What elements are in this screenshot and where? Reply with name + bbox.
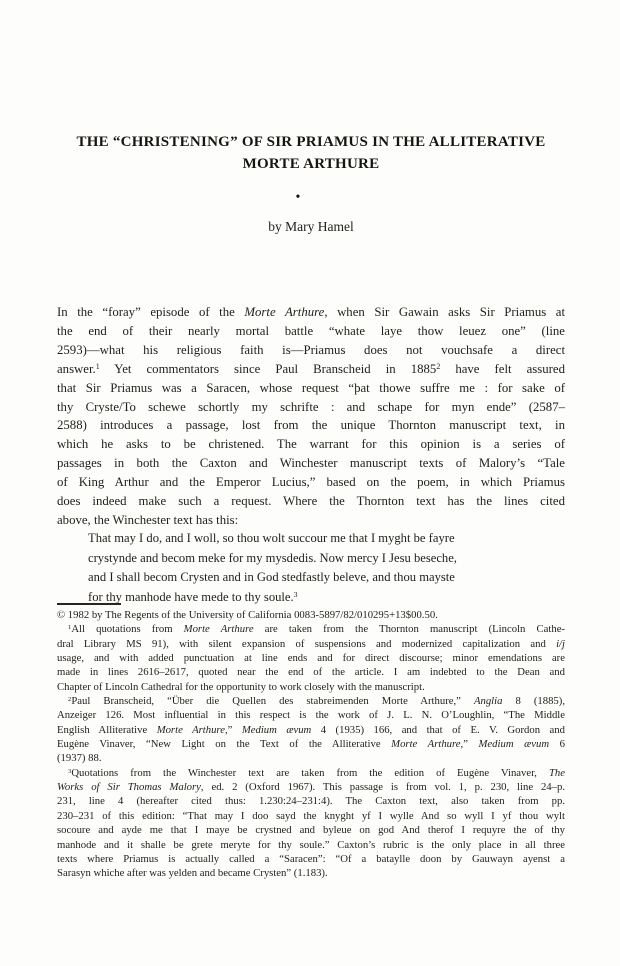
text-line: above, the Winchester text has this: bbox=[57, 512, 239, 527]
text-line: (1937) 88. bbox=[57, 752, 102, 765]
text-line: made in lines 2616–2617, quoted near the end of the article. I am indebted to the Dean and bbox=[57, 666, 565, 679]
copyright-line: © 1982 by The Regents of the University of California 0083-5897/82/010295+13$00.50. bbox=[57, 609, 438, 621]
footnote-separator-rule bbox=[57, 603, 121, 605]
text-line: 2593)—what his religious faith is—Priamus does not vouchsafe a direct bbox=[57, 342, 565, 357]
text-line: usage, and with added punctuation at line ends and for direct discourse; minor emendations are bbox=[57, 652, 565, 665]
text-line: does indeed make such a request. Where the Thornton text has the lines cited bbox=[57, 494, 565, 509]
footnote bbox=[57, 766, 565, 881]
text-line: Works of Sir Thomas Malory, ed. 2 (Oxford 1967). This passage is from vol. 1, p. 230, line 24–p. bbox=[57, 781, 566, 794]
text-line: for thy manhode have mede to thy soule.$^3$ bbox=[88, 589, 298, 604]
text-line: In the “foray” episode of the Morte Arthure, when Sir Gawain asks Sir Priamus at bbox=[57, 305, 566, 319]
text-line: of King Arthur and the Emperor Lucius,” based on the poem, in which Priamus bbox=[57, 475, 565, 490]
text-line: Eugène Vinaver, “New Light on the Text of the Alliterative Morte Arthure,” Medium ævum 6 bbox=[57, 738, 565, 751]
text-line: 2588) introduces a passage, lost from the unique Thornton manuscript text, in bbox=[57, 418, 565, 433]
text-line: passages in both the Caxton and Winchester manuscript texts of Malory’s “Tale bbox=[57, 456, 565, 471]
text-line: which he asks to be christened. The warrant for this opinion is a series of bbox=[57, 437, 565, 452]
text-line: and I shall becom Crysten and in God stedfastly beleve, and thou mayste bbox=[88, 570, 455, 585]
footnotes-section bbox=[57, 608, 565, 881]
opening-paragraph bbox=[57, 303, 565, 530]
text-line: 230–231 of this edition: “That may I doo sayd the knyght yf I wylle And so wyll I yf thou wylt bbox=[57, 809, 565, 822]
text-line: dral Library MS 91), with silent expansion of suspensions and modernized capitalization and i/j bbox=[57, 637, 565, 650]
text-line: socoure and ayde me that I maye be crystned and byleue on god And therof I requyre the of thy bbox=[57, 824, 565, 837]
text-line: Sarasyn whiche after was yelden and became Crysten” (1.183). bbox=[57, 867, 328, 880]
text-line: Chapter of Lincoln Cathedral for the opportunity to work closely with the manuscript. bbox=[57, 680, 425, 693]
text-line: Anzeiger 126. Most influential in this respect is the work of J. L. N. O’Loughlin, “The Middle bbox=[57, 709, 565, 722]
text-line: that Sir Priamus was a Saracen, whose request “þat thowe suffre me : for sake of bbox=[57, 380, 565, 395]
text-line: the end of their nearly mortal battle “whate laye thow leuez one” (line bbox=[57, 323, 565, 338]
text-line: That may I do, and I woll, so thou wolt succour me that I myght be fayre bbox=[88, 531, 455, 545]
winchester-text-blockquote bbox=[88, 529, 531, 607]
footnote bbox=[57, 694, 565, 766]
ornament-bullet: • bbox=[295, 190, 301, 205]
footnote-list bbox=[57, 622, 565, 880]
text-line: manhode and it shalle be grete meryte for thy soule.” Caxton’s rubric is the only place in all three bbox=[57, 838, 565, 851]
text-line: $^3$Quotations from the Winchester text are taken from the edition of Eugène Vinaver, The bbox=[68, 766, 565, 779]
article-title-line1: THE “CHRISTENING” OF SIR PRIAMUS IN THE ALLITERATIVE bbox=[76, 134, 546, 150]
article-title bbox=[57, 131, 565, 175]
text-line: texts where Priamus is actually called a “Saracen”: “Of a bataylle doon by Gauwayn ayenst a bbox=[57, 852, 565, 865]
text-line: $^2$Paul Branscheid, “Über die Quellen des stabreimenden Morte Arthure,” Anglia 8 (1885), bbox=[68, 695, 565, 708]
text-line: thy Cryste/To schewe schortly my schrifte : and schape for myn ende” (2587– bbox=[57, 399, 565, 414]
text-line: crystynde and becom meke for my mysdedis. Now mercy I Jesu beseche, bbox=[88, 550, 457, 565]
text-line: 231, line 4 (hereafter cited thus: 1.230:24–231:4). The Caxton text, also taken from pp. bbox=[57, 795, 565, 808]
text-line: answer.$^1$ Yet commentators since Paul Branscheid in 1885$^2$ have felt assured bbox=[57, 361, 565, 376]
footnote bbox=[57, 622, 565, 694]
article-title-line2: MORTE ARTHURE bbox=[242, 156, 380, 172]
article-byline: by Mary Hamel bbox=[268, 219, 354, 234]
text-line: $^1$All quotations from Morte Arthure are taken from the Thornton manuscript (Lincoln Cathe- bbox=[68, 623, 565, 636]
text-line: English Alliterative Morte Arthure,” Medium ævum 4 (1935) 166, and that of E. V. Gordon and bbox=[57, 723, 565, 736]
